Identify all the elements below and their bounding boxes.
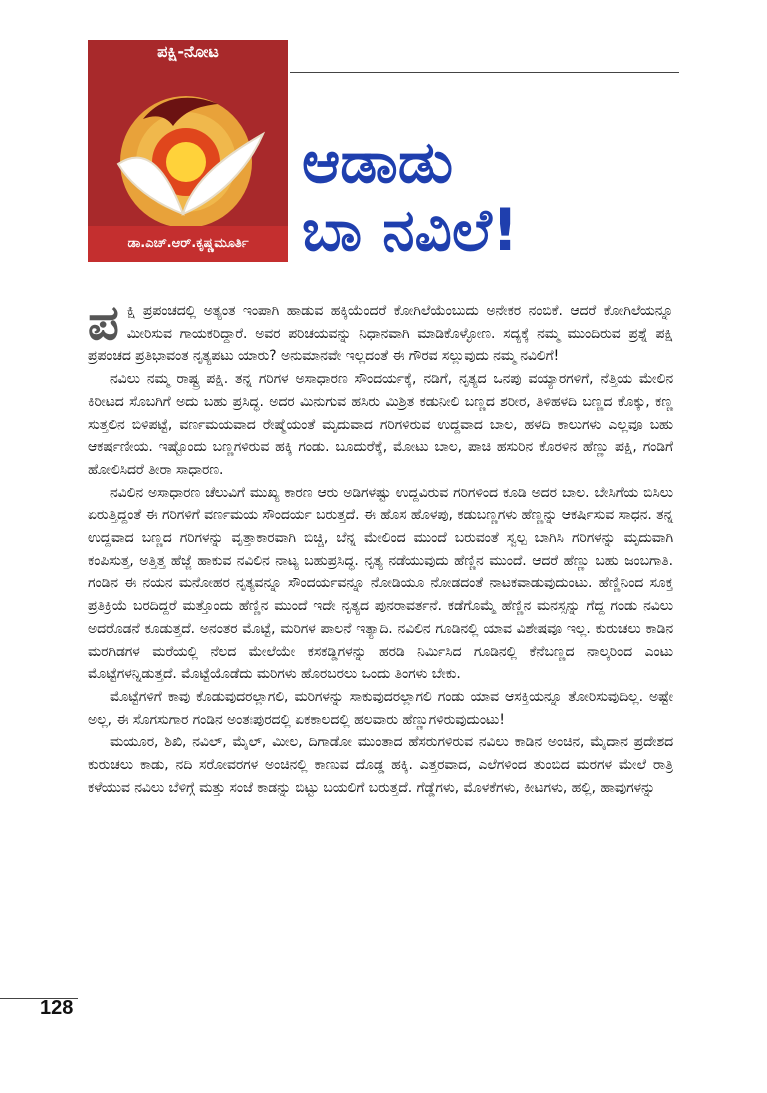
column-tag: ಪಕ್ಷಿ-ನೋಟ [88, 40, 288, 64]
paragraph [88, 295, 673, 368]
bird-logo-icon [88, 64, 288, 234]
header-rule [290, 72, 679, 73]
paragraph: ನವಿಲು ನಮ್ಮ ರಾಷ್ಟ್ರ ಪಕ್ಷಿ. ತನ್ನ ಗರಿಗಳ ಅಸಾಧಾರಣ ಸೌಂದರ್ಯಕ್ಕೆ, ನಡಿಗೆ, ನೃತ್ಯದ ಒನಪು ವಯ್ಯಾರಗಳಿಗೆ, ನೆತ್ತಿಯ ಮೇಲಿನ ಕಿರೀಟದ ಸೊಬಗಿಗೆ ಅದು ಬಹು ಪ್ರಸಿದ್ಧ. ಅದರ ಮಿನುಗುವ ಹಸಿರು ಮಿಶ್ರಿತ ಕಡುನೀಲಿ ಬಣ್ಣದ ಶರೀರ, ತಿಳಿಹಳದಿ ಬಣ್ಣದ ಕೊಕ್ಕು, ಕಣ್ಣ ಸುತ್ತಲಿನ ಬಿಳಿಪಟ್ಟೆ, ವರ್ಣಮಯವಾದ ರೇಷ್ಮೆಯಂತೆ ಮೃದುವಾದ ಗರಿಗಳಿರುವ ಉದ್ದವಾದ ಬಾಲ, ಹಳದಿ ಕಾಲುಗಳು ಎಲ್ಲವೂ ಬಹು ಆಕರ್ಷಣೀಯ. ಇಷ್ಟೊಂದು ಬಣ್ಣಗಳಿರುವ ಹಕ್ಕಿ ಗಂಡು. ಬೂದುರೆಕ್ಕೆ, ಮೋಟು ಬಾಲ, ಪಾಚಿ ಹಸುರಿನ ಕೊರಳಿನ ಹೆಣ್ಣು ಪಕ್ಷಿ, ಗಂಡಿಗೆ ಹೋಲಿಸಿದರೆ ತೀರಾ ಸಾಧಾರಣ. [88, 371, 673, 478]
paragraph: ಮೊಟ್ಟೆಗಳಿಗೆ ಕಾವು ಕೊಡುವುದರಲ್ಲಾಗಲಿ, ಮರಿಗಳನ್ನು ಸಾಕುವುದರಲ್ಲಾಗಲಿ ಗಂಡು ಯಾವ ಆಸಕ್ತಿಯನ್ನೂ ತೋರಿಸುವುದಿಲ್ಲ. ಅಷ್ಟೇ ಅಲ್ಲ, ಈ ಸೊಗಸುಗಾರ ಗಂಡಿನ ಅಂತಃಪುರದಲ್ಲಿ ಏಕಕಾಲದಲ್ಲಿ ಹಲವಾರು ಹೆಣ್ಣುಗಳಿರುವುದುಂಟು! [88, 688, 673, 728]
paragraph-text: ಕ್ಷಿ ಪ್ರಪಂಚದಲ್ಲಿ ಅತ್ಯಂತ ಇಂಪಾಗಿ ಹಾಡುವ ಹಕ್ಕಿಯೆಂದರೆ ಕೋಗಿಲೆಯೆಂಬುದು ಅನೇಕರ ನಂಬಿಕೆ. ಆದರೆ ಕೋಗಿಲೆಯನ್ನೂ ಮೀರಿಸುವ ಗಾಯಕರಿದ್ದಾರೆ. ಅವರ ಪರಿಚಯವನ್ನು ನಿಧಾನವಾಗಿ ಮಾಡಿಕೊಳ್ಳೋಣ. ಸದ್ಯಕ್ಕೆ ನಮ್ಮ ಮುಂದಿರುವ ಪ್ರಶ್ನೆ ಪಕ್ಷಿ ಪ್ರಪಂಚದ ಪ್ರತಿಭಾವಂತ ನೃತ್ಯಪಟು ಯಾರು? ಅನುಮಾನವೇ ಇಲ್ಲದಂತೆ ಈ ಗೌರವ ಸಲ್ಲುವುದು ನಮ್ಮ ನವಿಲಿಗೆ! [88, 303, 673, 365]
article-title [302, 128, 518, 264]
paragraph: ಮಯೂರ, ಶಿಖಿ, ನವಿಲ್, ಮೈಲ್, ಮೀಲ, ದಿಗಾಡೋ ಮುಂತಾದ ಹೆಸರುಗಳಿರುವ ನವಿಲು ಕಾಡಿನ ಅಂಚಿನ, ಮೈದಾನ ಪ್ರದೇಶದ ಕುರುಚಲು ಕಾಡು, ನದಿ ಸರೋವರಗಳ ಅಂಚಿನಲ್ಲಿ ಕಾಣುವ ದೊಡ್ಡ ಹಕ್ಕಿ. ಎತ್ತರವಾದ, ಎಲೆಗಳಿಂದ ತುಂಬಿದ ಮರಗಳ ಮೇಲೆ ರಾತ್ರಿ ಕಳೆಯುವ ನವಿಲು ಬೆಳಿಗ್ಗೆ ಮತ್ತು ಸಂಜೆ ಕಾಡನ್ನು ಬಿಟ್ಟು ಬಯಲಿಗೆ ಬರುತ್ತದೆ. ಗೆಡ್ಡೆಗಳು, ಮೊಳಕೆಗಳು, ಕೀಟಗಳು, ಹಲ್ಲಿ, ಹಾವುಗಳನ್ನು [88, 734, 673, 796]
drop-cap: ಪ [88, 295, 119, 351]
title-line-2: ಬಾ ನವಿಲೆ! [302, 196, 519, 264]
paragraph: ನವಿಲಿನ ಅಸಾಧಾರಣ ಚೆಲುವಿಗೆ ಮುಖ್ಯ ಕಾರಣ ಆರು ಅಡಿಗಳಷ್ಟು ಉದ್ದವಿರುವ ಗರಿಗಳಿಂದ ಕೂಡಿ ಅದರ ಬಾಲ. ಬೇಸಿಗೆಯ ಬಿಸಿಲು ಏರುತ್ತಿದ್ದಂತೆ ಈ ಗರಿಗಳಿಗೆ ವರ್ಣಮಯ ಸೌಂದರ್ಯ ಬರುತ್ತದೆ. ಈ ಹೊಸ ಹೊಳಪು, ಕಡುಬಣ್ಣಗಳು ಹೆಣ್ಣನ್ನು ಆಕರ್ಷಿಸುವ ಸಾಧನ. ತನ್ನ ಉದ್ದವಾದ ಬಣ್ಣದ ಗರಿಗಳನ್ನು ವೃತ್ತಾಕಾರವಾಗಿ ಬಿಚ್ಚಿ, ಬೆನ್ನ ಮೇಲಿಂದ ಮುಂದೆ ಬರುವಂತೆ ಸ್ವಲ್ಪ ಬಾಗಿಸಿ ಗರಿಗಳನ್ನು ಮೃದುವಾಗಿ ಕಂಪಿಸುತ್ತ, ಅತ್ತಿತ್ತ ಹೆಜ್ಜೆ ಹಾಕುವ ನವಿಲಿನ ನಾಟ್ಯ ಬಹುಪ್ರಸಿದ್ಧ. ನೃತ್ಯ ನಡೆಯುವುದು ಹೆಣ್ಣಿನ ಮುಂದೆ. ಆದರೆ ಹೆಣ್ಣು ಬಹು ಜಂಬಗಾತಿ. ಗಂಡಿನ ಈ ನಯನ ಮನೋಹರ ನೃತ್ಯವನ್ನೂ ಸೌಂದರ್ಯವನ್ನೂ ನೋಡಿಯೂ ನೋಡದಂತೆ ನಾಟಕವಾಡುವುದುಂಟು. ಹೆಣ್ಣಿನಿಂದ ಸೂಕ್ತ ಪ್ರತಿಕ್ರಿಯೆ ಬರದಿದ್ದರೆ ಮತ್ತೊಂದು ಹೆಣ್ಣಿನ ಮುಂದೆ ಇದೇ ನೃತ್ಯದ ಪುನರಾವರ್ತನೆ. ಕಡೆಗೊಮ್ಮೆ ಹೆಣ್ಣಿನ ಮನಸ್ಸನ್ನು ಗೆದ್ದ ಗಂಡು ನವಿಲು ಅದರೊಡನೆ ಕೂಡುತ್ತದೆ. ಅನಂತರ ಮೊಟ್ಟೆ, ಮರಿಗಳ ಪಾಲನೆ ಇತ್ಯಾದಿ. ನವಿಲಿನ ಗೂಡಿನಲ್ಲಿ ಯಾವ ವಿಶೇಷವೂ ಇಲ್ಲ. ಕುರುಚಲು ಕಾಡಿನ ಮರಗಿಡಗಳ ಮರೆಯಲ್ಲಿ ನೆಲದ ಮೇಲೆಯೇ ಕಸಕಡ್ಡಿಗಳನ್ನು ಹರಡಿ ನಿರ್ಮಿಸಿದ ಗೂಡಿನಲ್ಲಿ ಕೆನೆಬಣ್ಣದ ನಾಲ್ಕರಿಂದ ಎಂಟು ಮೊಟ್ಟೆಗಳನ್ನಿಡುತ್ತದೆ. ಮೊಟ್ಟೆಯೊಡೆದು ಮರಿಗಳು ಹೊರಬರಲು ಒಂದು ತಿಂಗಳು ಬೇಕು. [88, 484, 673, 683]
column-logo [88, 64, 288, 234]
page-number: 128 [40, 997, 74, 1019]
author-name: ಡಾ.ಎಚ್.ಆರ್.ಕೃಷ್ಣಮೂರ್ತಿ [88, 226, 288, 262]
article-body [88, 295, 673, 799]
title-line-1: ಆಡಾಡು [302, 128, 454, 196]
